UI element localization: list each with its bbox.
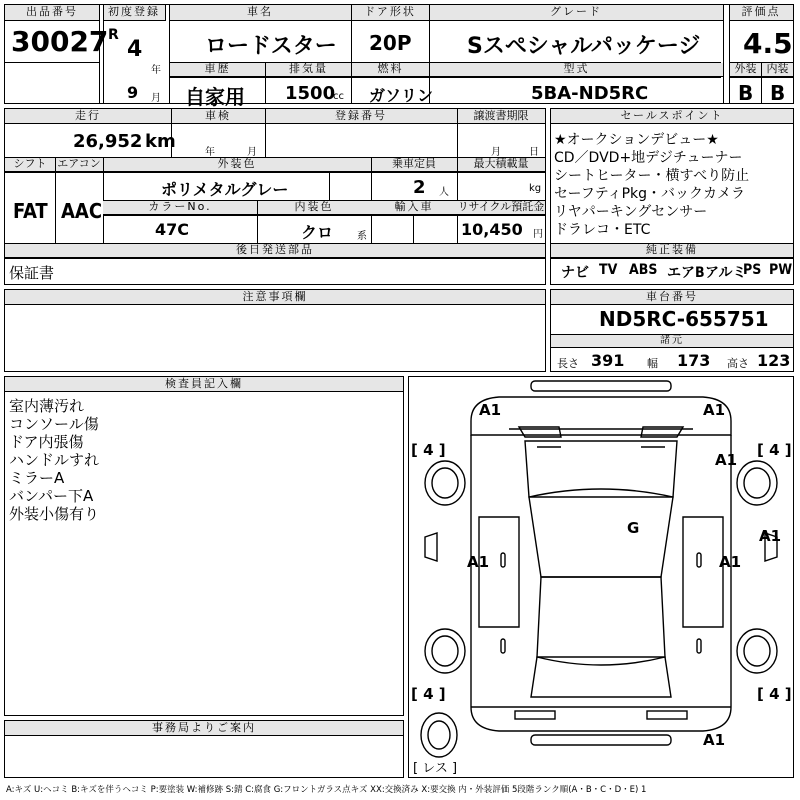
recycle-value: 10,450 (461, 220, 523, 239)
top-section (4, 4, 794, 109)
car-name-value: ロードスター (205, 34, 337, 59)
inspector-line: ハンドルすれ (9, 451, 100, 469)
inspection-year-unit: 年 (205, 147, 215, 158)
tire-front-right: [ 4 ] (757, 441, 792, 459)
history-value: 自家用 (185, 85, 245, 109)
equipment-item: TV (599, 262, 618, 278)
inspector-line: バンパー下A (9, 487, 94, 505)
sales-line: CD／DVD+地デジチューナー (554, 150, 743, 166)
damage-front-left: A1 (479, 401, 502, 419)
lot-header: 出品番号 (5, 5, 99, 21)
inspector-line: コンソール傷 (9, 415, 99, 433)
inspection-header: 車検 (171, 109, 265, 124)
model-value: 5BA-ND5RC (531, 83, 649, 104)
damage-door-right: A1 (719, 553, 742, 571)
recycle-header: リサイクル預託金 (457, 200, 545, 213)
fuel-value: ガソリン (369, 86, 434, 105)
year-value: 4 (127, 37, 143, 62)
car-name-header: 車名 (169, 5, 351, 21)
equipment-item: PS (743, 262, 762, 278)
capacity-unit: 人 (439, 187, 449, 198)
month-unit: 月 (151, 93, 161, 104)
score-value: 4.5 (743, 27, 793, 60)
specs-header: 諸元 (551, 335, 793, 348)
exterior-value: B (738, 81, 754, 105)
office-section (4, 720, 404, 778)
score-header: 評価点 (729, 5, 793, 21)
chassis-value: ND5RC-655751 (599, 307, 769, 331)
equipment-item: PW (769, 262, 793, 278)
displacement-unit: cc (333, 91, 344, 102)
load-unit: kg (529, 183, 542, 194)
length-value: 391 (591, 351, 625, 370)
shift-header: シフト (5, 158, 55, 172)
damage-fender-right: A1 (715, 451, 738, 469)
interior-header: 内装 (762, 63, 793, 77)
colorno-header: カラーNo. (103, 201, 257, 215)
car-outline (409, 377, 793, 777)
door-header: ドア形状 (351, 5, 429, 21)
damage-rear-right: A1 (703, 731, 726, 749)
color-header: 外装色 (103, 158, 371, 172)
recycle-unit: 円 (533, 229, 543, 240)
width-value: 173 (677, 351, 711, 370)
door-value: 20P (369, 31, 412, 55)
transfer-month-unit: 月 (491, 147, 501, 158)
sales-line: リヤパーキングセンサー (554, 204, 708, 220)
inspector-line: ミラーA (9, 469, 65, 487)
equipment-item: アルミ (705, 265, 747, 281)
transfer-header: 譲渡書期限 (457, 109, 545, 124)
tire-front-left: [ 4 ] (411, 441, 446, 459)
intcolor-unit: 系 (357, 231, 367, 242)
transfer-day-unit: 日 (529, 147, 539, 158)
fuel-header: 燃料 (352, 63, 429, 77)
caution-section (4, 289, 546, 372)
ac-value: AAC (61, 199, 103, 223)
height-value: 123 (757, 351, 791, 370)
mileage-header: 走行 (5, 109, 171, 124)
equipment-header: 純正装備 (551, 244, 793, 258)
era-value: R (108, 27, 119, 43)
spare-tire-label: [ レス ] (413, 761, 458, 776)
sales-line: ★オークションデビュー★ (554, 132, 719, 148)
parts-header: 後日発送部品 (5, 244, 545, 258)
inspector-header: 検査員記入欄 (5, 377, 403, 392)
parts-value: 保証書 (9, 264, 55, 282)
equipment-item: ABS (629, 262, 658, 278)
interior-value: B (770, 81, 786, 105)
displacement-value: 1500 (285, 83, 336, 104)
car-diagram (408, 376, 794, 778)
tire-rear-left: [ 4 ] (411, 685, 446, 703)
shift-value: FAT (13, 199, 48, 223)
capacity-value: 2 (413, 177, 426, 198)
inspection-month-unit: 月 (247, 147, 257, 158)
mileage-unit: km (145, 131, 176, 152)
colorno-value: 47C (155, 220, 190, 239)
inspector-line: ドア内張傷 (9, 433, 84, 451)
color-value: ポリメタルグレー (161, 180, 289, 199)
intcolor-header: 内装色 (257, 201, 371, 215)
height-label: 高さ (727, 357, 749, 370)
capacity-header: 乗車定員 (371, 158, 457, 172)
caution-header: 注意事項欄 (5, 290, 545, 305)
inspector-section (4, 376, 404, 716)
lot-value: 30027 (11, 25, 109, 58)
tire-rear-right: [ 4 ] (757, 685, 792, 703)
equipment-item: エアB (667, 265, 705, 281)
sales-line: セーフティPkg・バックカメラ (554, 186, 746, 202)
ac-header: エアコン (55, 158, 103, 172)
sales-header: セールスポイント (551, 109, 793, 124)
exterior-header: 外装 (730, 63, 761, 77)
reg-header: 初度登録 (103, 5, 165, 21)
chassis-section (550, 289, 794, 372)
vehicle-details (4, 108, 546, 285)
displacement-header: 排気量 (266, 63, 351, 77)
intcolor-value: クロ (301, 223, 334, 242)
sales-line: シートヒーター・横すべり防止 (554, 168, 750, 184)
regno-header: 登録番号 (265, 109, 457, 124)
damage-front-right: A1 (703, 401, 726, 419)
year-unit: 年 (151, 65, 161, 76)
inspector-line: 外装小傷有り (9, 505, 100, 523)
length-label: 長さ (557, 357, 579, 370)
damage-door-left: A1 (467, 553, 490, 571)
mileage-value: 26,952 (73, 131, 143, 152)
load-header: 最大積載量 (457, 158, 545, 172)
sales-line: ドラレコ・ETC (554, 222, 651, 238)
legend: A:キズ U:ヘコミ B:キズを伴うヘコミ P:要塗装 W:補修跡 S:錆 C:腐食 G:フロントガラス点キズ XX:交換済み X:要交換 内・外装評価 5段階ランク順(A・B・C・D・E) 1 (6, 785, 647, 795)
import-header: 輸入車 (371, 201, 457, 215)
equipment-item: ナビ (561, 265, 589, 281)
month-value: 9 (127, 83, 139, 102)
chassis-header: 車台番号 (551, 290, 793, 305)
model-header: 型式 (430, 63, 723, 77)
grade-header: グレード (429, 5, 723, 21)
grade-value: Sスペシャルパッケージ (467, 34, 701, 59)
sales-points (550, 108, 794, 285)
damage-mirror-right: A1 (759, 527, 782, 545)
width-label: 幅 (647, 357, 658, 370)
inspector-line: 室内薄汚れ (9, 397, 85, 415)
office-header: 事務局よりご案内 (5, 721, 403, 736)
history-header: 車歴 (170, 63, 265, 77)
damage-glass: G (627, 519, 640, 537)
